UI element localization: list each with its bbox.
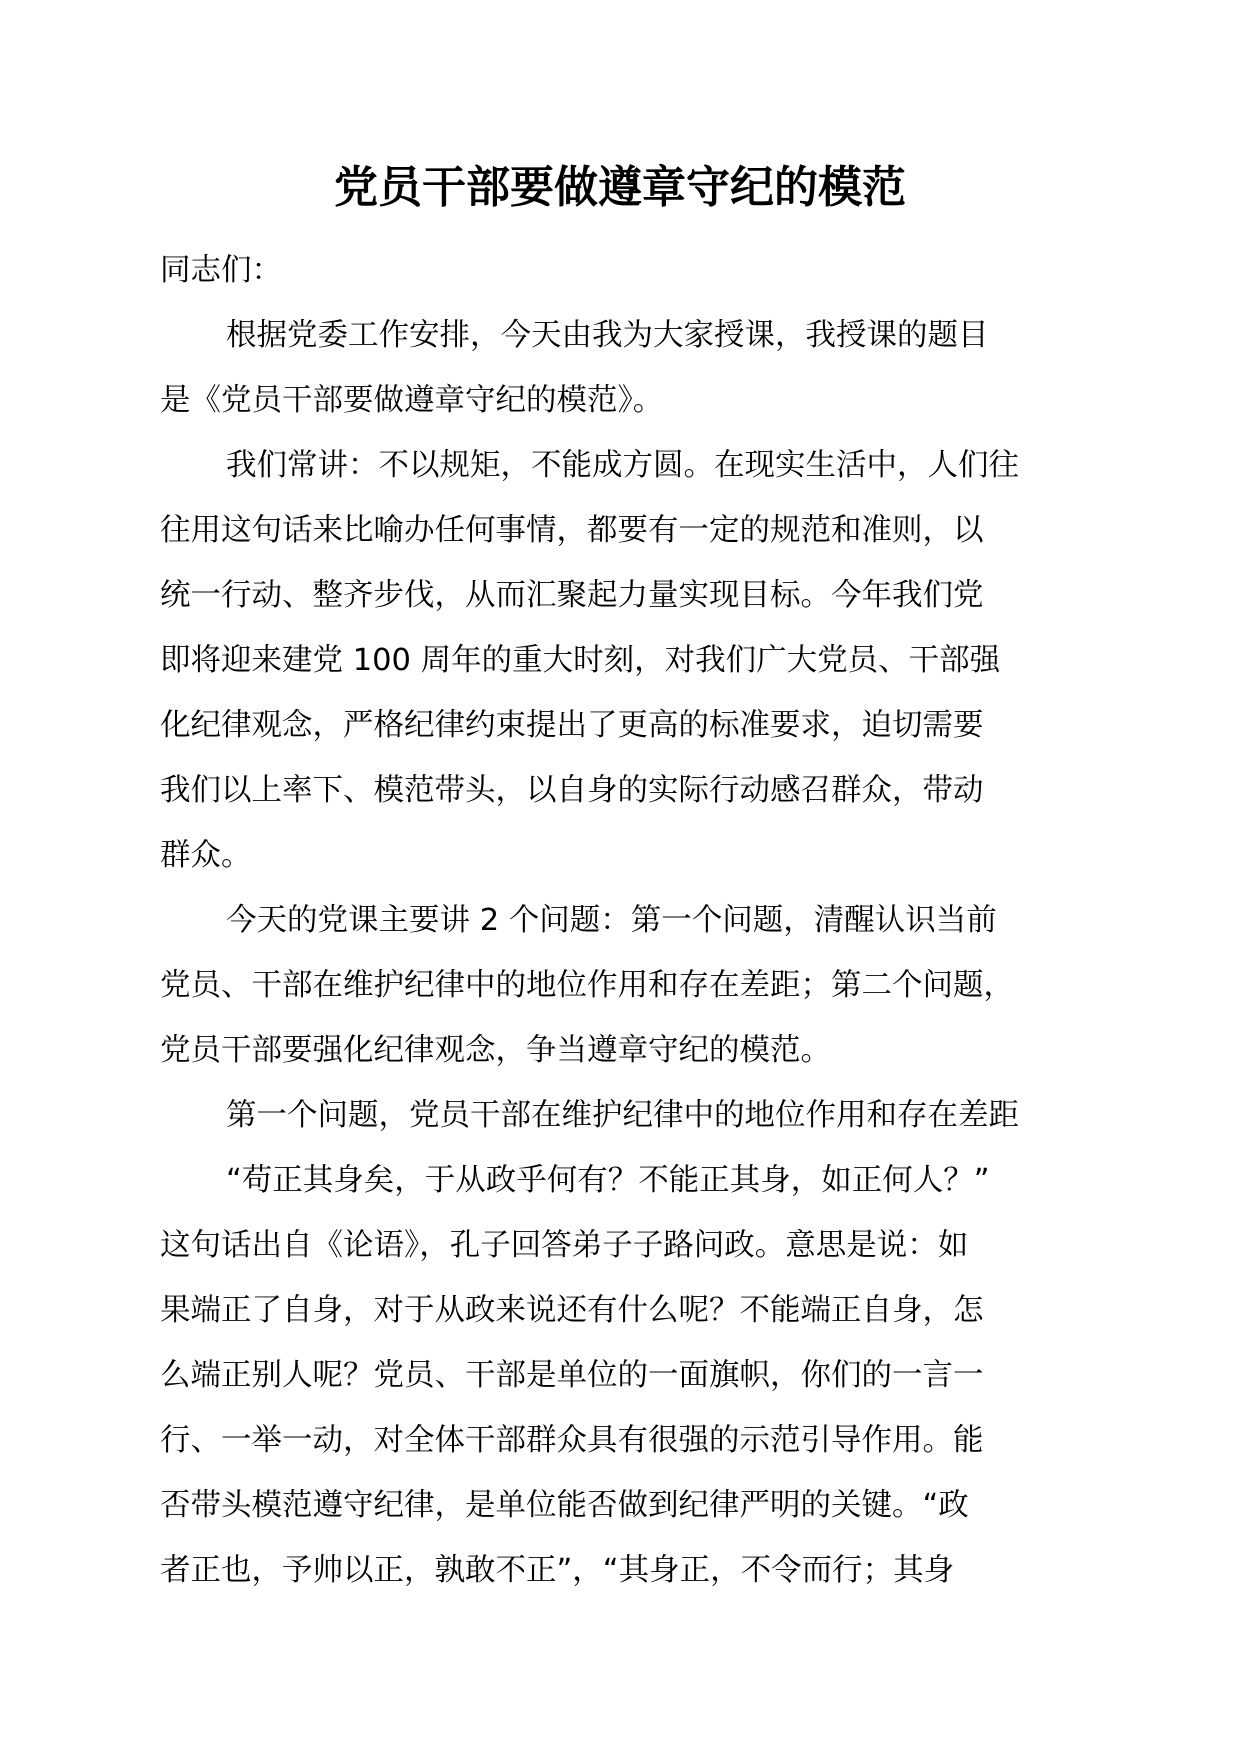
text-line: 第一个问题，党员干部在维护纪律中的地位作用和存在差距 [226,1098,1019,1133]
text-line: 根据党委工作安排，今天由我为大家授课，我授课的题目 [226,318,989,353]
text-line: 化纪律观念，严格纪律约束提出了更高的标准要求，迫切需要 [160,708,984,743]
text-line: 这句话出自《论语》，孔子回答弟子子路问政。意思是说：如 [160,1228,969,1263]
text-line: 是《党员干部要做遵章守纪的模范》。 [160,383,664,418]
document-title: 党员干部要做遵章守纪的模范 [334,162,906,213]
text-line: 否带头模范遵守纪律，是单位能否做到纪律严明的关键。“政 [160,1488,969,1523]
text-line: 么端正别人呢？党员、干部是单位的一面旗帜，你们的一言一 [160,1358,984,1393]
text-line: 行、一举一动，对全体干部群众具有很强的示范引导作用。能 [160,1423,984,1458]
text-line: 群众。 [160,838,252,873]
text-line: 我们常讲：不以规矩，不能成方圆。在现实生活中，人们往 [226,448,1019,483]
text-line: 果端正了自身，对于从政来说还有什么呢？不能端正自身，怎 [160,1293,984,1328]
text-line: “苟正其身矣，于从政乎何有？不能正其身，如正何人？” [226,1163,990,1198]
text-line: 党员、干部在维护纪律中的地位作用和存在差距；第二个问题， [160,968,1014,1003]
text-line: 我们以上率下、模范带头，以自身的实际行动感召群众，带动 [160,773,984,808]
text-line: 统一行动、整齐步伐，从而汇聚起力量实现目标。今年我们党 [160,578,984,613]
text-line: 同志们： [160,253,282,288]
text-line: 党员干部要强化纪律观念，争当遵章守纪的模范。 [160,1033,831,1068]
text-line: 即将迎来建党 100 周年的重大时刻，对我们广大党员、干部强 [160,643,1001,678]
text-line: 今天的党课主要讲 2 个问题：第一个问题，清醒认识当前 [226,903,997,938]
text-line: 者正也，予帅以正，孰敢不正”，“其身正，不令而行；其身 [160,1553,955,1588]
document-body [160,238,1120,1603]
text-line: 往用这句话来比喻办任何事情，都要有一定的规范和准则，以 [160,513,984,548]
